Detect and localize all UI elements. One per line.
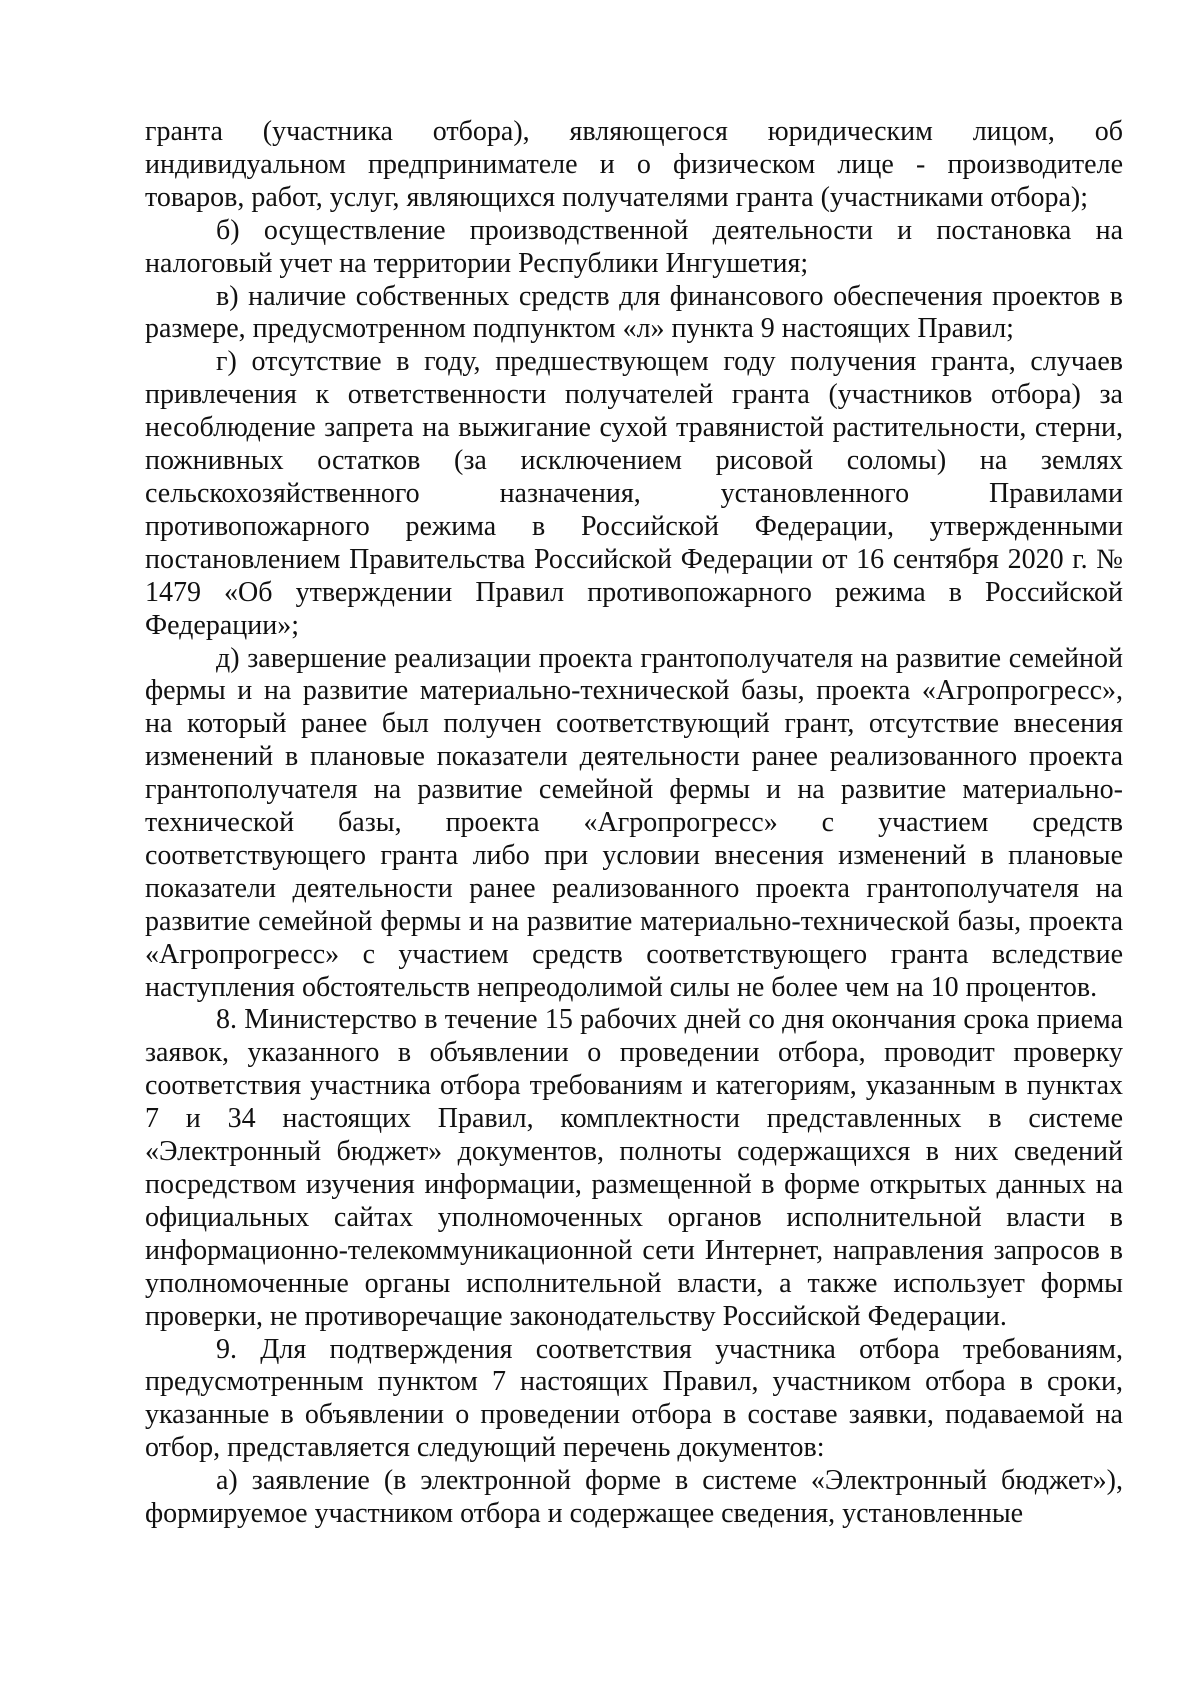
paragraph-continuation: гранта (участника отбора), являющегося юридическим лицом, об индивидуальном предпринимателе и о физическом лице - производителе товаров, работ, услуг, являющихся получателями гранта (участниками отбора); <box>145 116 1123 213</box>
paragraph-item-a: а) заявление (в электронной форме в системе «Электронный бюджет»), формируемое участником отбора и содержащее сведения, установленные <box>145 1465 1123 1530</box>
paragraph-item-d: д) завершение реализации проекта грантополучателя на развитие семейной фермы и на развитие материально-технической базы, проекта «Агропрогресс», на который ранее был получен соответствующий грант, отсутствие внесения изменений в плановые показатели деятельности ранее реализованного проекта грантополучателя на развитие семейной фермы и на развитие материально-технической базы, проекта «Агропрогресс» с участием средств соответствующего гранта либо при условии внесения изменений в плановые показатели деятельности ранее реализованного проекта грантополучателя на развитие семейной фермы и на развитие материально-технической базы, проекта «Агропрогресс» с участием средств соответствующего гранта вследствие наступления обстоятельств непреодолимой силы не более чем на 10 процентов. <box>145 642 1123 1003</box>
document-page <box>145 116 1123 1531</box>
paragraph-item-g: г) отсутствие в году, предшествующем году получения гранта, случаев привлечения к ответственности получателей гранта (участников отбора) за несоблюдение запрета на выжигание сухой травянистой растительности, стерни, пожнивных остатков (за исключением рисовой соломы) на землях сельскохозяйственного назначения, установленного Правилами противопожарного режима в Российской Федерации, утвержденными постановлением Правительства Российской Федерации от 16 сентября 2020 г. № 1479 «Об утверждении Правил противопожарного режима в Российской Федерации»; <box>145 346 1123 641</box>
paragraph-clause-8: 8. Министерство в течение 15 рабочих дней со дня окончания срока приема заявок, указанного в объявлении о проведении отбора, проводит проверку соответствия участника отбора требованиям и категориям, указанным в пунктах 7 и 34 настоящих Правил, комплектности представленных в системе «Электронный бюджет» документов, полноты содержащихся в них сведений посредством изучения информации, размещенной в форме открытых данных на официальных сайтах уполномоченных органов исполнительной власти в информационно-телекоммуникационной сети Интернет, направления запросов в уполномоченные органы исполнительной власти, а также использует формы проверки, не противоречащие законодательству Российской Федерации. <box>145 1004 1123 1332</box>
paragraph-item-v: в) наличие собственных средств для финансового обеспечения проектов в размере, предусмотренном подпунктом «л» пункта 9 настоящих Правил; <box>145 280 1123 345</box>
paragraph-clause-9: 9. Для подтверждения соответствия участника отбора требованиям, предусмотренным пунктом 7 настоящих Правил, участником отбора в сроки, указанные в объявлении о проведении отбора в составе заявки, подаваемой на отбор, представляется следующий перечень документов: <box>145 1333 1123 1464</box>
paragraph-item-b: б) осуществление производственной деятельности и постановка на налоговый учет на территории Республики Ингушетия; <box>145 214 1123 279</box>
